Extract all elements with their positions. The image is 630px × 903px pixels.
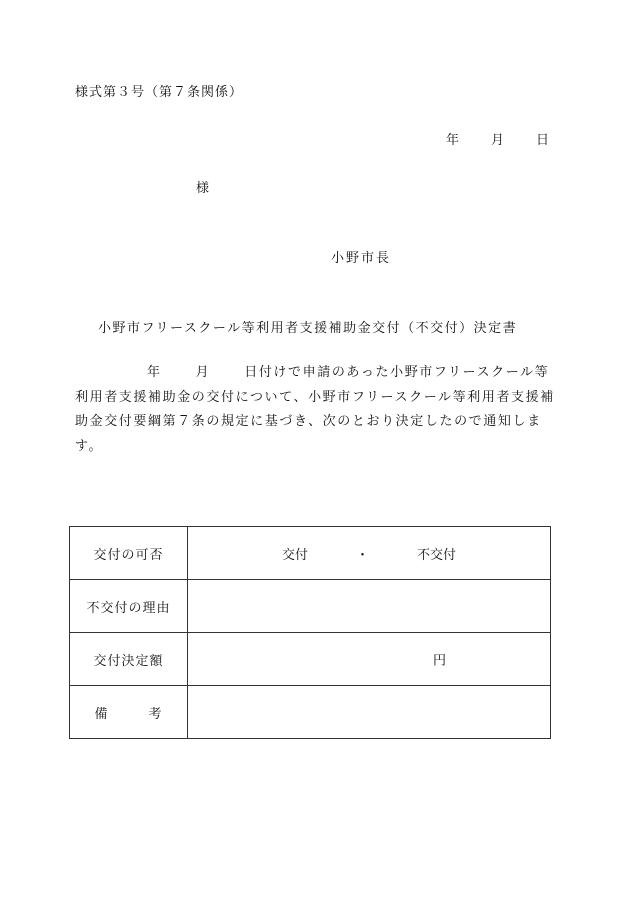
- form-number: 様式第３号（第７条関係）: [75, 85, 244, 100]
- remarks-label: [70, 686, 188, 739]
- table-row: [70, 633, 551, 686]
- body-text: 日付けで申請のあった小野市フリースクール等利用者支援補助金の交付について、小野市フリースクール等利用者支援補助金交付要綱第７条の規定に基づき、次のとおり決定したので通知します。: [75, 365, 555, 454]
- date-month-label: 月: [491, 133, 505, 148]
- date-day-label: 日: [536, 133, 550, 148]
- body-year-label: 年: [147, 365, 162, 380]
- grant-option: 交付: [281, 547, 308, 563]
- option-separator: ・: [355, 547, 369, 563]
- table-row: [70, 580, 551, 633]
- no-grant-reason-label: 不交付の理由: [70, 580, 188, 633]
- remarks-cell: [188, 686, 551, 739]
- grant-amount-cell: [188, 633, 551, 686]
- grant-decision-cell: [188, 527, 551, 580]
- grant-decision-label: 交付の可否: [70, 527, 188, 580]
- date-line: [446, 129, 549, 148]
- remarks-label-left: 備: [94, 706, 109, 722]
- body-month-label: 月: [195, 365, 211, 380]
- body-paragraph: [75, 361, 555, 459]
- addressee-honorific: 様: [196, 181, 210, 196]
- yen-unit: 円: [433, 653, 447, 669]
- table-row: [70, 686, 551, 739]
- date-year-label: 年: [446, 133, 460, 148]
- grant-amount-label: 交付決定額: [70, 633, 188, 686]
- document-title: 小野市フリースクール等利用者支援補助金交付（不交付）決定書: [98, 321, 518, 336]
- no-grant-option: 不交付: [417, 547, 457, 563]
- decision-table: [69, 526, 551, 739]
- remarks-label-right: 考: [148, 706, 163, 722]
- no-grant-reason-cell: [188, 580, 551, 633]
- issuer-name: 小野市長: [331, 251, 392, 266]
- table-row: [70, 527, 551, 580]
